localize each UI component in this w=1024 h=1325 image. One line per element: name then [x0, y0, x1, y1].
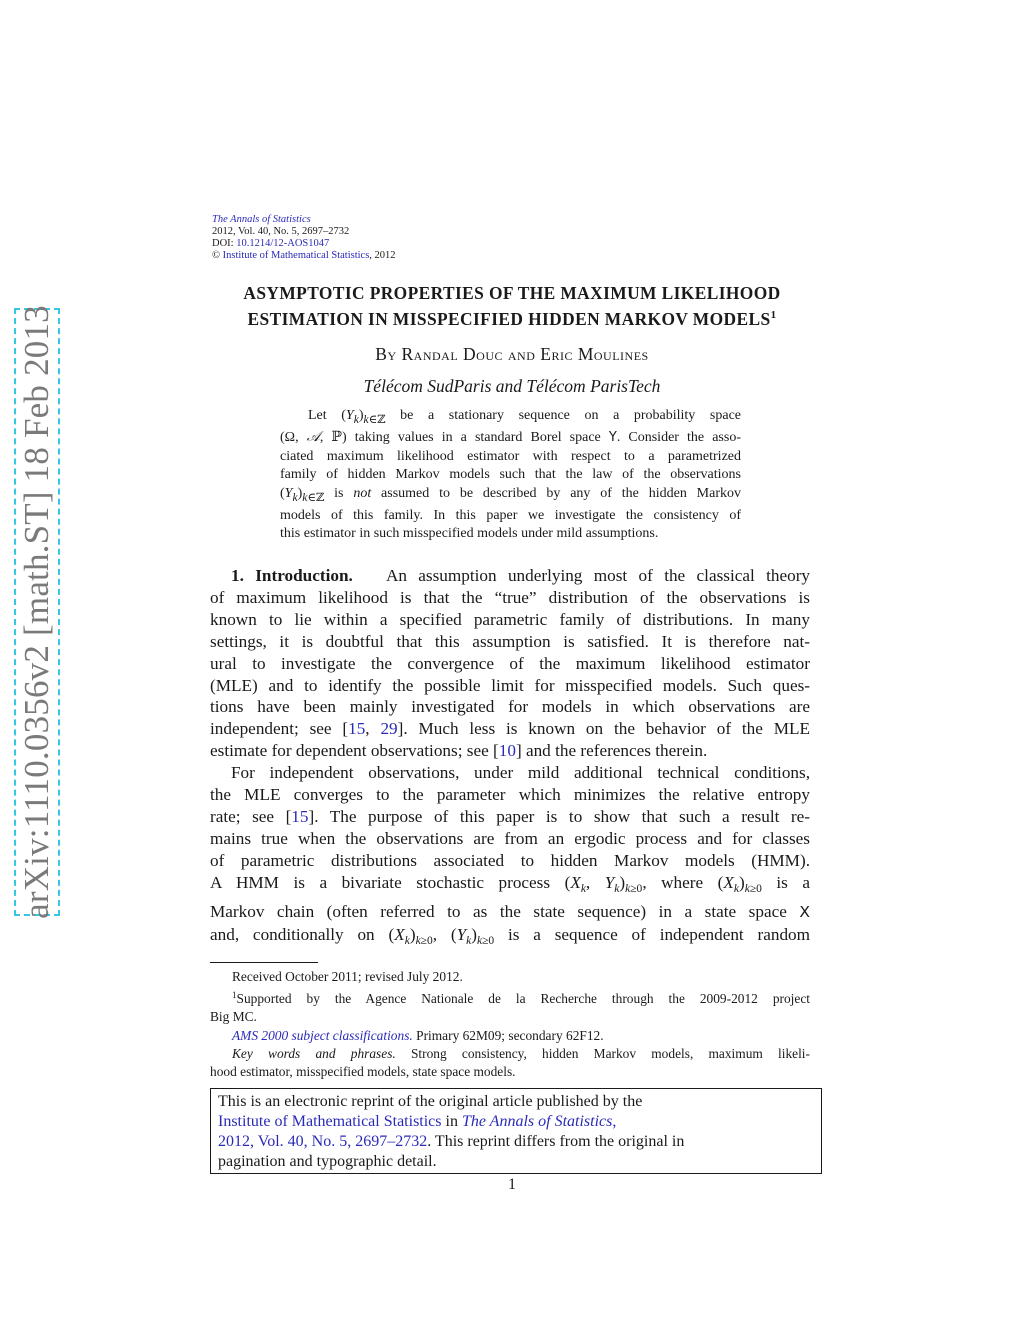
doi-label: DOI:: [212, 238, 234, 249]
body-line: known to lie within a specified parametric family of distributions. In many: [210, 609, 810, 629]
body-line: tions have been mainly investigated for models in which observations are: [210, 697, 810, 717]
reprint-line-1: This is an electronic reprint of the original article published by the: [218, 1093, 643, 1110]
body-line: 1. Introduction. An assumption underlying most of the classical theory: [231, 566, 811, 585]
copyright-line: [212, 250, 396, 262]
body-line: Markov chain (often referred to as the state sequence) in a state space X: [210, 901, 811, 921]
footnote-keywords: Key words and phrases. Strong consistency, hidden Markov models, maximum likeli-: [232, 1045, 810, 1061]
abstract: [280, 407, 741, 544]
citation-15[interactable]: 15: [348, 719, 366, 739]
doi-link[interactable]: 10.1214/12-AOS1047: [236, 238, 330, 249]
body-line: For independent observations, under mild additional technical conditions,: [231, 763, 810, 783]
body-line: settings, it is doubtful that this assumption is satisfied. It is therefore nat-: [210, 631, 810, 651]
title-line-2-text: ESTIMATION IN MISSPECIFIED HIDDEN MARKOV MODELS: [247, 309, 771, 329]
volume-reprint-link[interactable]: 2012, Vol. 40, No. 5, 2697–2732: [218, 1133, 428, 1150]
footnote-rule: [210, 962, 318, 963]
title-footnote-mark[interactable]: 1: [770, 309, 777, 321]
footnote-ams: AMS 2000 subject classifications. Primary 62M09; secondary 62F12.: [232, 1027, 604, 1043]
introduction-section: [210, 565, 810, 952]
journal-reprint-link[interactable]: The Annals of Statistics: [461, 1113, 613, 1130]
reprint-line-2: Institute of Mathematical Statistics in The Annals of Statistics,: [218, 1113, 617, 1130]
body-line: ural to investigate the convergence of the maximum likelihood estimator: [210, 653, 810, 673]
body-line: independent; see [15, 29]. Much less is known on the behavior of the MLE: [210, 719, 810, 739]
footnote-received: Received October 2011; revised July 2012.: [232, 969, 463, 984]
abstract-line: models of this family. In this paper we investigate the consistency of: [280, 508, 741, 524]
page-number: 1: [508, 1176, 516, 1193]
body-line: (MLE) and to identify the possible limit for misspecified models. Such ques-: [210, 675, 810, 695]
citation-15[interactable]: 15: [291, 806, 309, 826]
abstract-line: Let $(Y_k)_{k\in ℤ}$ be a stationary sequence on a probability space: [308, 408, 741, 426]
body-line: estimate for dependent observations; see [10] and the references therein.: [210, 741, 708, 761]
title-line-2: [212, 304, 812, 330]
footnote-support-cont: Big MC.: [210, 1009, 257, 1025]
reprint-notice: [210, 1088, 822, 1174]
ims-reprint-link[interactable]: Institute of Mathematical Statistics: [218, 1113, 442, 1130]
title-line-1: ASYMPTOTIC PROPERTIES OF THE MAXIMUM LIKELIHOOD: [243, 283, 781, 303]
abstract-line: family of hidden Markov models such that the law of the observations: [280, 467, 741, 483]
body-line: rate; see [15]. The purpose of this paper is to show that such a result re-: [210, 806, 810, 826]
reprint-line-3: 2012, Vol. 40, No. 5, 2697–2732. This reprint differs from the original in: [218, 1133, 685, 1150]
abstract-line: ciated maximum likelihood estimator with respect to a parametrized: [280, 448, 741, 464]
footnote-keywords-cont: hood estimator, misspecified models, state space models.: [210, 1064, 516, 1080]
journal-name-link[interactable]: The Annals of Statistics: [212, 214, 311, 225]
body-line: the MLE converges to the parameter which minimizes the relative entropy: [210, 785, 810, 805]
reprint-line-4: pagination and typographic detail.: [218, 1153, 437, 1170]
arxiv-stamp[interactable]: [14, 305, 60, 919]
body-line: mains true when the observations are from an ergodic process and for classes: [210, 828, 810, 848]
footnotes: [210, 968, 810, 1081]
footnote-support: $^1$Supported by the Agence Nationale de la Recherche through the 2009-2012 project: [232, 990, 810, 1007]
abstract-line: this estimator in such misspecified models under mild assumptions.: [280, 526, 659, 542]
ims-link[interactable]: Institute of Mathematical Statistics: [222, 250, 370, 261]
body-line: A HMM is a bivariate stochastic process ($X_k$, $Y_k)_{k\ge 0}$, where $(X_k)_{k\ge 0}$ is a: [210, 872, 810, 895]
doi-line: [212, 238, 396, 250]
affiliation: Télécom SudParis and Télécom ParisTech: [363, 376, 661, 396]
body-line: of parametric distributions associated to hidden Markov models (HMM).: [210, 850, 810, 870]
journal-header: [212, 214, 396, 262]
section-heading: 1. Introduction.: [231, 566, 353, 585]
abstract-line: (Ω, 𝒜, ℙ) taking values in a standard Borel space Y. Consider the asso-: [280, 430, 741, 446]
authors: By Randal Douc and Eric Moulines: [375, 344, 649, 364]
arxiv-id[interactable]: arXiv:1110.0356v2 [math.ST] 18 Feb 2013: [17, 305, 56, 919]
paper-title: [212, 282, 812, 330]
copyright-year: , 2012: [369, 250, 396, 261]
journal-volume: 2012, Vol. 40, No. 5, 2697–2732: [212, 226, 350, 237]
body-line: of maximum likelihood is that the “true” distribution of the observations is: [210, 587, 810, 607]
ams-classification-link[interactable]: AMS 2000 subject classifications.: [232, 1027, 413, 1043]
citation-29[interactable]: 29: [380, 719, 398, 739]
abstract-line: $(Y_k)_{k\in ℤ}$ is not assumed to be described by any of the hidden Markov: [280, 485, 741, 504]
body-line: and, conditionally on $(X_k)_{k\ge 0}$, $(Y_k)_{k\ge 0}$ is a sequence of independent random: [210, 924, 811, 947]
copyright-symbol: ©: [212, 250, 220, 261]
citation-10[interactable]: 10: [498, 741, 516, 761]
